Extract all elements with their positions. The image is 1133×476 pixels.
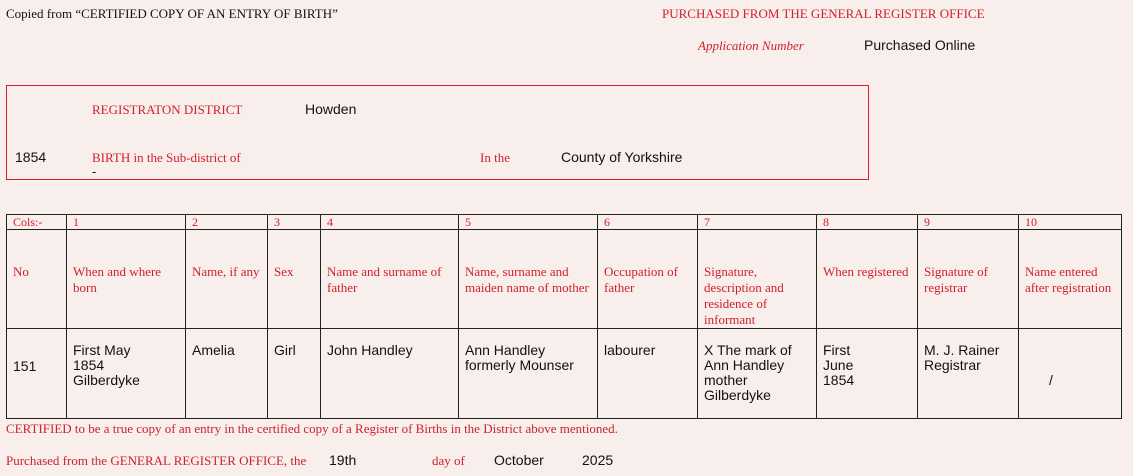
col-number: 4 xyxy=(321,215,459,230)
col-number: 5 xyxy=(459,215,598,230)
entry-line: First May xyxy=(73,342,131,358)
entry-registrar xyxy=(918,329,1019,419)
day-value: 19th xyxy=(329,452,357,468)
entry-line: June xyxy=(823,357,854,373)
entry-line: Ann Handley xyxy=(704,357,785,373)
entry-no: 151 xyxy=(7,329,67,419)
month-value: October xyxy=(494,452,544,468)
registration-district-value: Howden xyxy=(305,101,357,117)
registration-district-label: REGISTRATON DISTRICT xyxy=(92,102,243,117)
entry-line: M. J. Rainer xyxy=(924,342,1000,358)
column-header-row xyxy=(7,230,1122,329)
header-name: Name, if any xyxy=(186,230,268,329)
copied-from-text: Copied from “CERTIFIED COPY OF AN ENTRY OF BIRTH” xyxy=(6,6,338,21)
col-number: 8 xyxy=(817,215,918,230)
entry-occupation: labourer xyxy=(598,329,698,419)
purchased-from-heading: PURCHASED FROM THE GENERAL REGISTER OFFICE xyxy=(662,6,985,21)
year-value: 1854 xyxy=(15,149,47,165)
year-value-footer: 2025 xyxy=(582,452,614,468)
register-table xyxy=(6,214,1122,419)
cols-label: Cols:- xyxy=(7,215,67,230)
entry-informant xyxy=(698,329,817,419)
purchased-label: Purchased from the GENERAL REGISTER OFFICE, the xyxy=(6,453,307,468)
column-number-row xyxy=(7,215,1122,230)
entry-when-where-born xyxy=(67,329,186,419)
header-name-after: Name entered after registration xyxy=(1019,230,1122,329)
table-row xyxy=(7,329,1122,419)
col-number: 10 xyxy=(1019,215,1122,230)
county-value: County of Yorkshire xyxy=(561,149,683,165)
application-number-value: Purchased Online xyxy=(864,37,976,53)
certified-statement: CERTIFIED to be a true copy of an entry in the certified copy of a Register of Births in the District above mentioned. xyxy=(6,421,618,436)
col-number: 1 xyxy=(67,215,186,230)
subdistrict-label: BIRTH in the Sub-district of xyxy=(92,150,241,165)
entry-sex: Girl xyxy=(268,329,321,419)
entry-line: X The mark of xyxy=(704,342,792,358)
entry-line: Gilberdyke xyxy=(73,372,140,388)
subdistrict-value: - xyxy=(92,164,97,179)
header-informant: Signature, description and residence of informant xyxy=(698,230,817,329)
entry-name: Amelia xyxy=(186,329,268,419)
day-of-label: day of xyxy=(432,453,465,468)
col-number: 3 xyxy=(268,215,321,230)
col-number: 6 xyxy=(598,215,698,230)
header-mother: Name, surname and maiden name of mother xyxy=(459,230,598,329)
entry-line: Gilberdyke xyxy=(704,387,771,403)
entry-line: First xyxy=(823,342,851,358)
entry-line: Registrar xyxy=(924,357,981,373)
header-no: No xyxy=(7,230,67,329)
copied-from-line xyxy=(6,6,338,22)
entry-line: 1854 xyxy=(823,372,855,388)
application-number-label: Application Number xyxy=(698,38,804,53)
header-occupation: Occupation of father xyxy=(598,230,698,329)
entry-name-after: / xyxy=(1019,329,1122,419)
header-registrar: Signature of registrar xyxy=(918,230,1019,329)
entry-line: 1854 xyxy=(73,357,105,373)
entry-line: mother xyxy=(704,372,748,388)
col-number: 9 xyxy=(918,215,1019,230)
entry-when-registered xyxy=(817,329,918,419)
header-father: Name and surname of father xyxy=(321,230,459,329)
header-sex: Sex xyxy=(268,230,321,329)
entry-line: Ann Handley xyxy=(465,342,546,358)
entry-line: formerly Mounser xyxy=(465,357,574,373)
header-when-where-born: When and where born xyxy=(67,230,186,329)
col-number: 7 xyxy=(698,215,817,230)
in-the-label: In the xyxy=(480,150,510,165)
entry-mother xyxy=(459,329,598,419)
col-number: 2 xyxy=(186,215,268,230)
entry-father: John Handley xyxy=(321,329,459,419)
header-when-registered: When registered xyxy=(817,230,918,329)
